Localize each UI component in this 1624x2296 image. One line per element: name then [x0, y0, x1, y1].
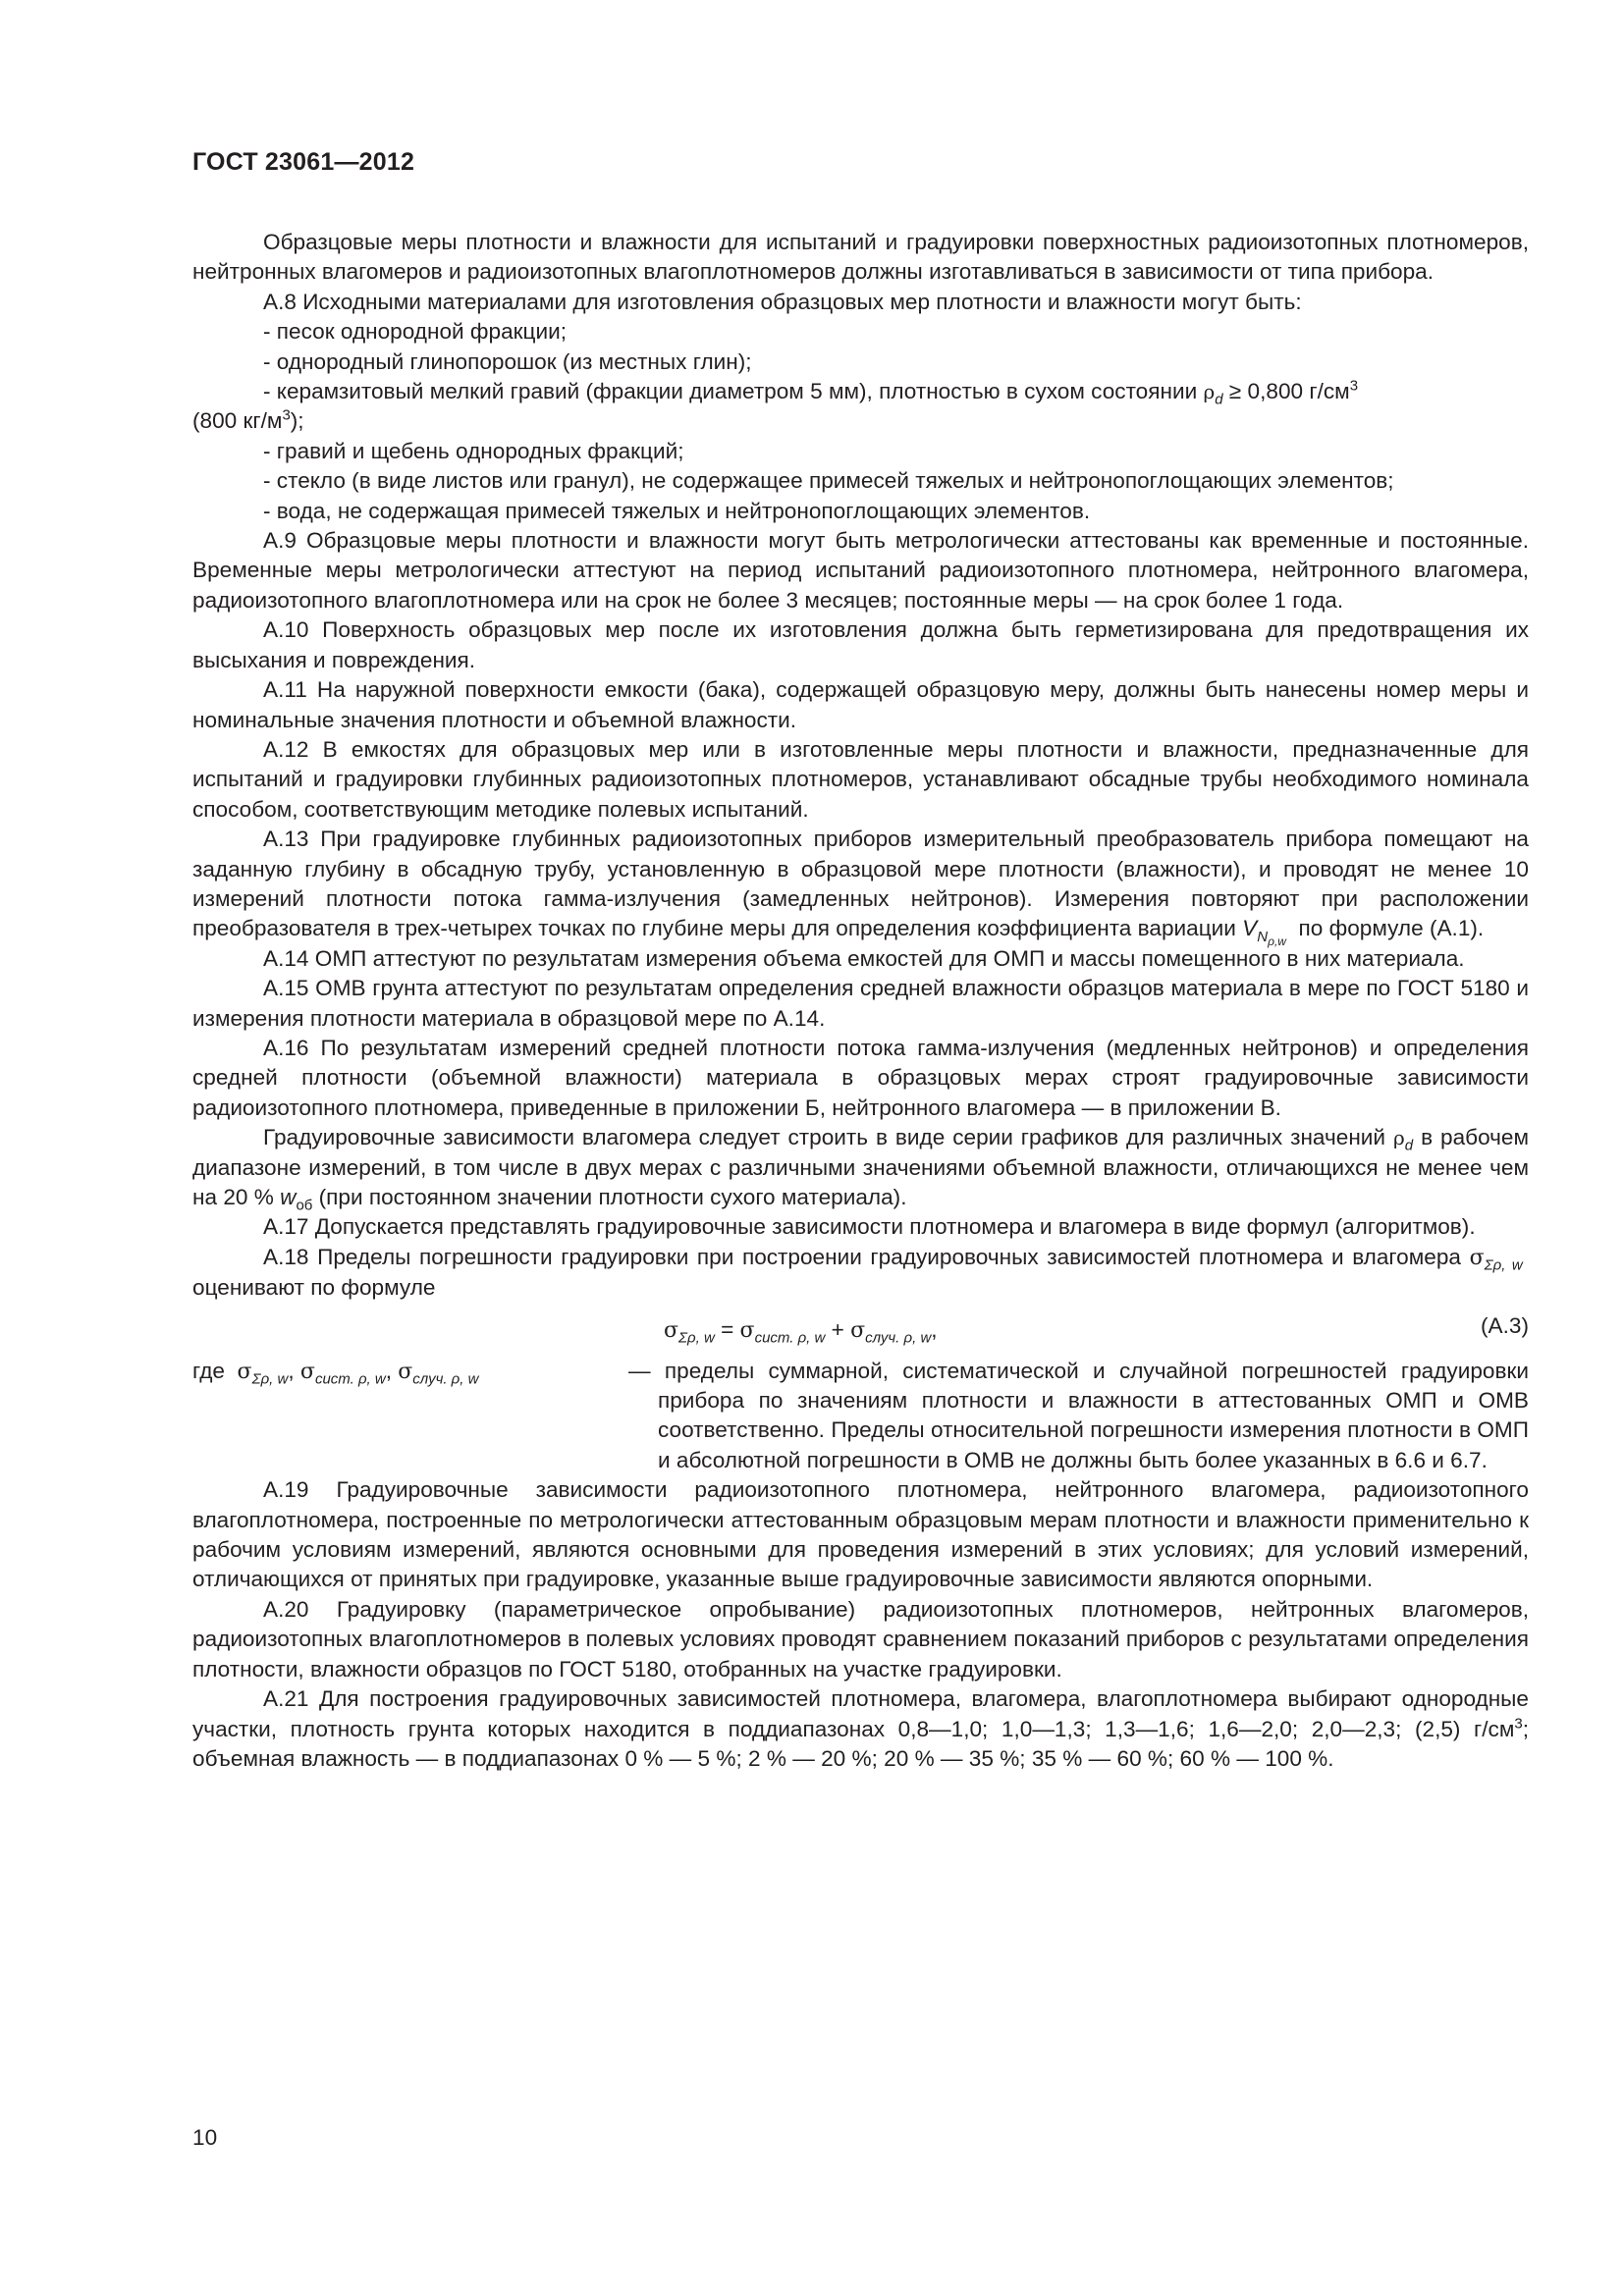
list-item [192, 377, 1529, 406]
separator: , [385, 1358, 399, 1383]
list-item-text: (800 кг/м [192, 408, 283, 434]
subscript-sum: Σρ, w [1484, 1256, 1523, 1274]
separator: , [288, 1358, 300, 1383]
paragraph-a13 [192, 825, 1529, 948]
paragraph-a9: А.9 Образцовые меры плотности и влажности могут быть метрологически аттестованы как временные и постоянные. Временные меры метрологически аттестуют на период испытаний радиоизотопного плотномера, нейтронного влагомера, радиоизотопного влагоплотномера или на срок не более 3 месяцев; постоянные меры — на срок более 1 года. [192, 528, 1529, 613]
where-word: где [192, 1358, 225, 1383]
comma: , [931, 1316, 938, 1342]
paragraph-text: А.13 При градуировке глубинных радиоизотопных приборов измерительный преобразователь прибора помещают на заданную глубину в обсадную трубу, установленную в образцовой мере плотности (влажности), и проводят не менее 10 измерений плотности потока гамма-излучения (замедленных нейтронов). Измерения повторяют при расположении преобразователя в трех-четырех точках по глубине меры для определения коэффициента вариации [192, 827, 1529, 941]
paragraph-a14: А.14 ОМП аттестуют по результатам измерения объема емкостей для ОМП и массы помещенного в них материала. [263, 945, 1465, 971]
list-item-continuation [192, 406, 1529, 436]
paragraph-a21 [192, 1684, 1529, 1774]
symbol-n: N [1257, 928, 1269, 945]
where-definition: — пределы суммарной, систематической и случайной погрешностей градуировки прибора по значениям плотности и влажности в аттестованных ОМП и ОМВ соответственно. Пределы относительной погрешности измерения плотности в ОМП и абсолютной погрешности в ОМВ не должны быть более указанных в 6.6 и 6.7. [628, 1358, 1529, 1472]
subscript-ob: об [296, 1197, 313, 1214]
list-item: - стекло (в виде листов или гранул), не содержащее примесей тяжелых и нейтронопоглощающих элементов; [263, 468, 1394, 494]
paragraph-a8: А.8 Исходными материалами для изготовления образцовых мер плотности и влажности могут быть: [263, 289, 1302, 314]
list-item-text: - керамзитовый мелкий гравий (фракции диаметром 5 мм), плотностью в сухом состоянии [263, 379, 1198, 404]
paragraph-text: ; объемная влажность — в поддиапазонах 0 % — 5 %; 2 % — 20 %; 20 % — 35 %; 35 % — 60 %; 60 % — 100 %. [192, 1716, 1529, 1771]
sigma-symbol: σ [664, 1317, 679, 1343]
paragraph-a15: А.15 ОМВ грунта аттестуют по результатам определения средней влажности образцов материала в мере по ГОСТ 5180 и измерения плотности материала в образцовой мере по А.14. [192, 976, 1529, 1031]
list-item: - песок однородной фракции; [263, 319, 567, 345]
paragraph-a18 [192, 1243, 1529, 1304]
paragraph-a20: А.20 Градуировку (параметрическое опробывание) радиоизотопных плотномеров, нейтронных влагомеров, радиоизотопных влагоплотномеров в полевых условиях проводят сравнением показаний приборов с результатами определения плотности, влажности образцов по ГОСТ 5180, отобранных на участке градуировки. [192, 1596, 1529, 1682]
list-item-text: ≥ 0,800 г/см [1228, 379, 1350, 404]
rho-symbol: ρ [1393, 1126, 1405, 1150]
symbol-v: V [1242, 916, 1258, 941]
list-item: - вода, не содержащая примесей тяжелых и нейтронопоглощающих элементов. [263, 498, 1091, 523]
subscript-d: d [1215, 391, 1223, 408]
page-number: 10 [192, 2125, 218, 2150]
paragraph-intro: Образцовые меры плотности и влажности для испытаний и градуировки поверхностных радиоизотопных плотномеров, нейтронных влагомеров и радиоизотопных влагоплотномеров должны изготавливаться в зависимости от типа прибора. [192, 230, 1529, 285]
document-body [192, 228, 1529, 1774]
where-symbols [192, 1357, 621, 1476]
document-header: ГОСТ 23061—2012 [192, 148, 415, 176]
subscript-d: d [1404, 1137, 1414, 1154]
list-item: - однородный глинопорошок (из местных глин); [263, 348, 752, 374]
formula-a3 [192, 1308, 1529, 1351]
subscript-rho-w: ρ,w [1268, 934, 1286, 948]
paragraph-text: по формуле (А.1). [1298, 916, 1485, 941]
sigma-symbol: σ [299, 1359, 315, 1384]
where-block [192, 1357, 1529, 1476]
sigma-symbol: σ [1469, 1245, 1485, 1270]
paragraph-a10: А.10 Поверхность образцовых мер после их изготовления должна быть герметизирована для предотвращения их высыхания и повреждения. [192, 617, 1529, 672]
superscript-3: 3 [282, 406, 291, 424]
paragraph-text: оценивают по формуле [192, 1275, 436, 1301]
subscript-n [1257, 928, 1286, 948]
subscript-sum: Σρ, w [251, 1370, 289, 1388]
paragraph-a16-continued [192, 1123, 1529, 1212]
paragraph-a12: А.12 В емкостях для образцовых мер или в изготовленные меры плотности и влажности, предназначенные для испытаний и градуировки глубинных радиоизотопных плотномеров, устанавливают обсадные трубы необходимого номинала способом, соответствующим методике полевых испытаний. [192, 736, 1529, 822]
superscript-3: 3 [1514, 1714, 1523, 1732]
subscript-sist: сист. ρ, w [314, 1370, 386, 1388]
paragraph-text: Градуировочные зависимости влагомера следует строить в виде серии графиков для различных значений [263, 1125, 1386, 1150]
sigma-symbol: σ [739, 1317, 755, 1343]
formula-number: (А.3) [1481, 1312, 1529, 1338]
paragraph-text: А.18 Пределы погрешности градуировки при построении градуировочных зависимостей плотномера и влагомера [263, 1244, 1461, 1269]
symbol-w: w [280, 1185, 297, 1209]
list-item-text: ); [290, 408, 304, 434]
paragraph-a11: А.11 На наружной поверхности емкости (бака), содержащей образцовую меру, должны быть нанесены номер меры и номинальные значения плотности и объемной влажности. [192, 677, 1529, 732]
sigma-symbol: σ [237, 1359, 252, 1384]
paragraph-text: (при постоянном значении плотности сухого материала). [318, 1185, 907, 1209]
rho-symbol: ρ [1203, 380, 1216, 404]
paragraph-a16: А.16 По результатам измерений средней плотности потока гамма-излучения (медленных нейтронов) и определения средней плотности (объемной влажности) материала в образцовых мерах строят градуировочные зависимости радиоизотопного плотномера, приведенные в приложении Б, нейтронного влагомера — в приложении В. [192, 1035, 1529, 1120]
sigma-symbol: σ [850, 1317, 866, 1343]
plus-sign: + [825, 1316, 851, 1342]
subscript-sum: Σρ, w [678, 1329, 715, 1347]
subscript-sluch: случ. ρ, w [412, 1370, 479, 1388]
paragraph-text: в рабочем диапазоне измерений, в том числе в двух мерах с различными значениями объемной влажности, отличающихся не менее чем на 20 % [192, 1125, 1530, 1209]
formula-expression [664, 1315, 938, 1346]
subscript-sluch: случ. ρ, w [865, 1329, 932, 1347]
subscript-sist: сист. ρ, w [754, 1329, 826, 1347]
paragraph-text: А.21 Для построения градуировочных зависимостей плотномера, влагомера, влагоплотномера выбирают однородные участки, плотность грунта которых находится в поддиапазонах 0,8—1,0; 1,0—1,3; 1,3—1,6; 1,6—2,0; 2,0—2,3; (2,5) г/см [192, 1686, 1529, 1741]
equals-sign: = [714, 1316, 740, 1342]
sigma-symbol: σ [398, 1359, 413, 1384]
paragraph-a17: А.17 Допускается представлять градуировочные зависимости плотномера и влагомера в виде формул (алгоритмов). [263, 1214, 1476, 1240]
superscript-3: 3 [1349, 377, 1359, 395]
list-item: - гравий и щебень однородных фракций; [263, 438, 684, 463]
paragraph-a19: А.19 Градуировочные зависимости радиоизотопного плотномера, нейтронного влагомера, радиоизотопного влагоплотномера, построенные по метрологически аттестованным образцовым мерам плотности и влажности применительно к рабочим условиям измерений, являются основными для проведения измерений в этих условиях; для условий измерений, отличающихся от принятых при градуировке, указанные выше градуировочные зависимости являются опорными. [192, 1477, 1529, 1592]
